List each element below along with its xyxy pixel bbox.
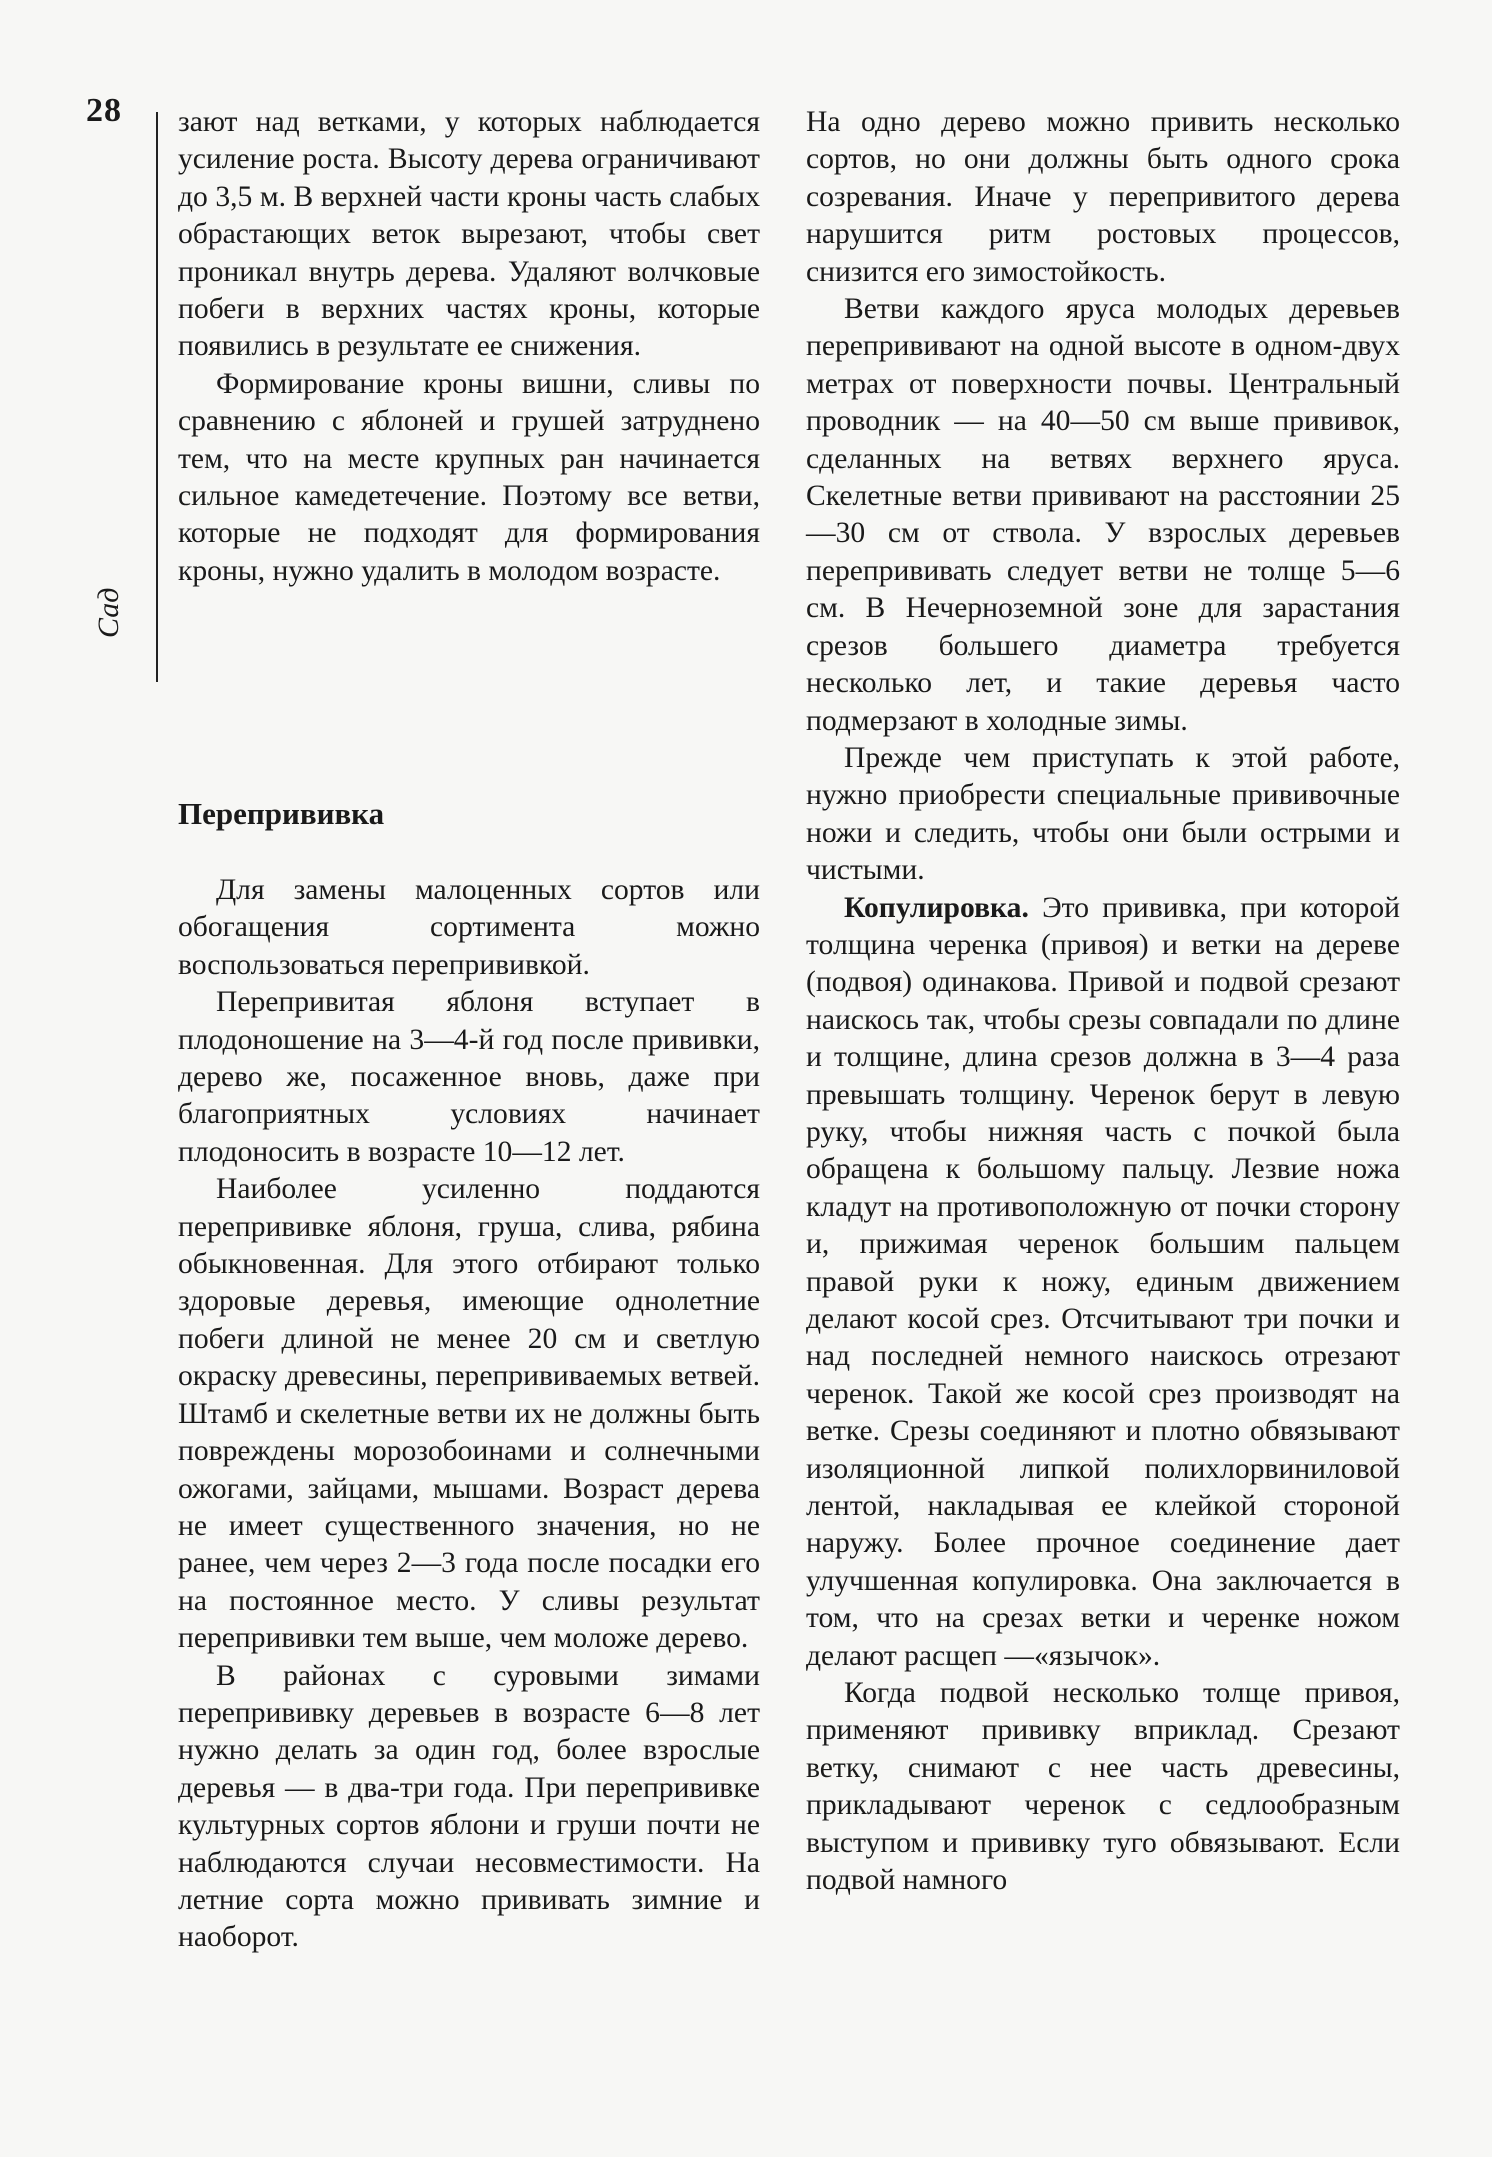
paragraph-lead: Копулировка. <box>844 891 1029 924</box>
running-head: Сад <box>92 587 125 638</box>
page-number: 28 <box>86 92 122 129</box>
margin-rule <box>156 112 158 682</box>
paragraph: Наиболее усиленно поддаются перепрививке яблоня, груша, слива, рябина обыкновенная. Для этого отбирают только здоровые деревья, имеющие однолетние побеги длиной не менее 20 см и светлую окраску древесины, перепрививаемых ветвей. Штамб и скелетные ветви их не должны быть повреждены морозобоинами и солнечными ожогами, зайцами, мышами. Возраст дерева не имеет существенного значения, но не ранее, чем через 2—3 года после посадки его на постоянное место. У сливы результат перепрививки тем выше, чем моложе дерево. <box>178 1173 760 1655</box>
paragraph: В районах с суровыми зимами перепрививку деревьев в возрасте 6—8 лет нужно делать за один год, более взрослые деревья — в два-три года. При перепрививке культурных сортов яблони и груши почти не наблюдаются случаи несовместимости. На летние сорта можно прививать зимние и наоборот. <box>178 1659 760 1954</box>
paragraph: Формирование кроны вишни, сливы по сравнению с яблоней и грушей затруднено тем, что на месте крупных ран начинается сильное камедетечение. Поэтому все ветви, которые не подходят для формирования кроны, нужно удалить в молодом возрасте. <box>178 367 760 587</box>
paragraph-copulation <box>806 890 1400 1676</box>
paragraph-body: Это прививка, при которой толщина черенка (привоя) и ветки на дереве (подвоя) одинакова. Привой и подвой срезают наискось так, чтобы срезы совпадали по длине и толщине, длина срезов должна в 3—4 раза превышать толщину. Черенок берут в левую руку, чтобы нижняя часть с почкой была обращена к большому пальцу. Лезвие ножа кладут на противоположную от почки сторону и, прижимая черенок большим пальцем правой руки к ножу, единым движением делают косой срез. Отсчитывают три почки и над последней немного наискось отрезают черенок. Такой же косой срез производят на ветке. Срезы соединяют и плотно обвязывают изоляционной липкой полихлорвиниловой лентой, накладывая ее клейкой стороной наружу. Более прочное соединение дает улучшенная копулировка. Она заключается в том, что на срезах ветки и черенке ножом делают расщеп —«язычок». <box>806 891 1400 1672</box>
left-column-bottom <box>178 872 760 1957</box>
paragraph: Ветви каждого яруса молодых деревьев перепрививают на одной высоте в одном-двух метрах от поверхности почвы. Центральный проводник — на 40—50 см выше прививок, сделанных на ветвях верхнего яруса. Скелетные ветви прививают на расстоянии 25—30 см от ствола. У взрослых деревьев перепрививать следует ветви не толще 5—6 см. В Нечерноземной зоне для зарастания срезов большего диаметра требуется несколько лет, и такие деревья часто подмерзают в холодные зимы. <box>806 293 1400 737</box>
left-column-top <box>178 104 760 590</box>
paragraph: Перепривитая яблоня вступает в плодоношение на 3—4-й год после прививки, дерево же, посаженное вновь, даже при благоприятных условиях начинает плодоносить в возрасте 10—12 лет. <box>178 986 760 1168</box>
paragraph: Для замены малоценных сортов или обогащения сортимента можно воспользоваться перепрививкой. <box>178 874 760 981</box>
paragraph: На одно дерево можно привить несколько сортов, но они должны быть одного срока созревания. Иначе у перепривитого дерева нарушится ритм ростовых процессов, снизится его зимостойкость. <box>806 106 1400 288</box>
section-title: Перепрививка <box>178 796 385 831</box>
paragraph: Прежде чем приступать к этой работе, нужно приобрести специальные прививочные ножи и следить, чтобы они были острыми и чистыми. <box>806 741 1400 887</box>
paragraph: Когда подвой несколько толще привоя, применяют прививку вприклад. Срезают ветку, снимают с нее часть древесины, прикладывают черенок с седлообразным выступом и прививку туго обвязывают. Если подвой намного <box>806 1677 1400 1897</box>
right-column <box>806 104 1400 1900</box>
paragraph: зают над ветками, у которых наблюдается усиление роста. Высоту дерева ограничивают до 3,5 м. В верхней части кроны часть слабых обрастающих веток вырезают, чтобы свет проникал внутрь дерева. Удаляют волчковые побеги в верхних частях кроны, которые появились в результате ее снижения. <box>178 106 760 363</box>
